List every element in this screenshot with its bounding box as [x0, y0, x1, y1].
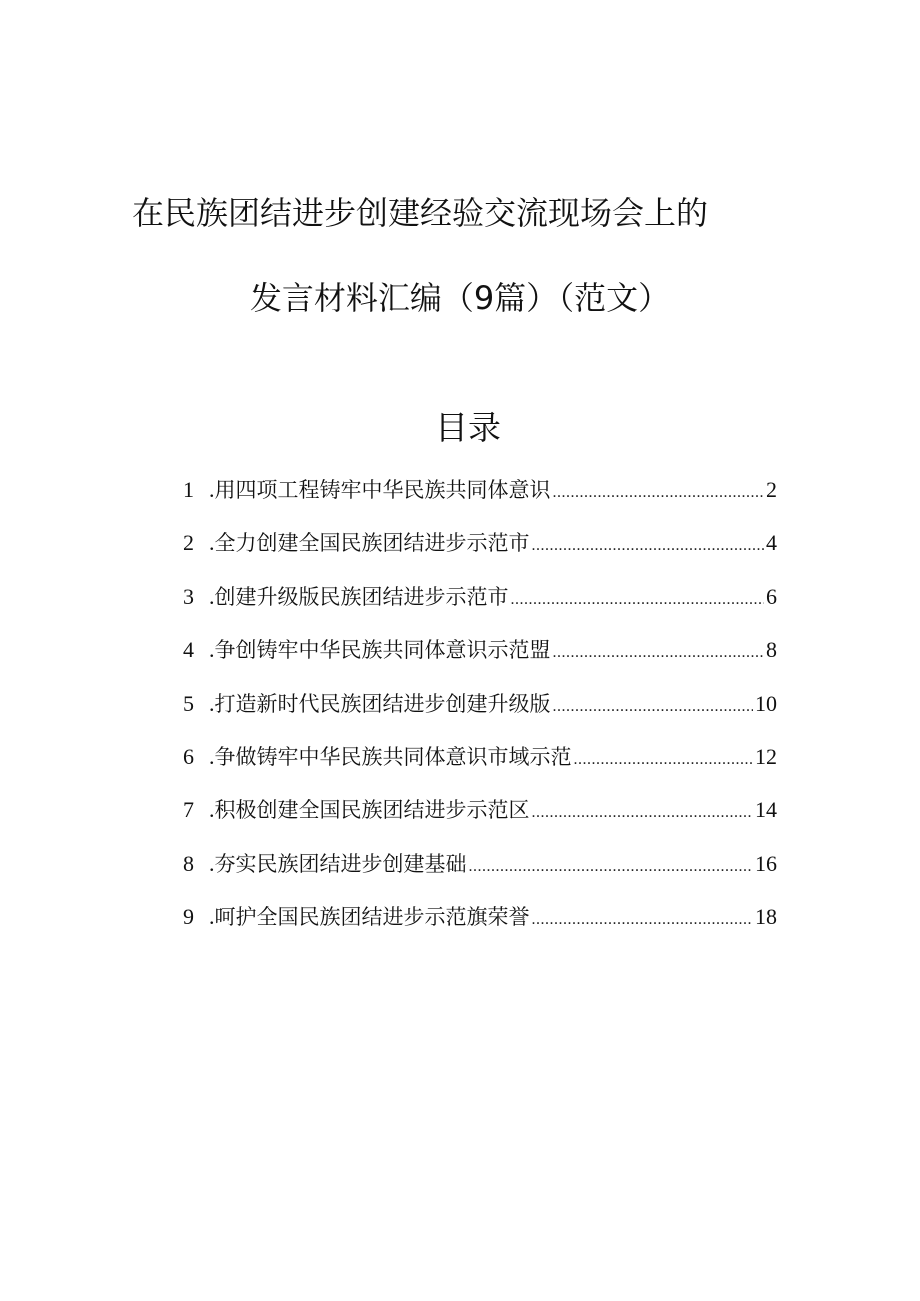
- toc-entry-8[interactable]: [183, 848, 777, 901]
- toc-entry-number: 5: [183, 690, 194, 716]
- toc-entry-title: 夯实民族团结进步创建基础: [214, 851, 467, 876]
- toc-entry-3[interactable]: [183, 581, 777, 634]
- toc-entry-title: 全力创建全国民族团结进步示范市: [214, 531, 530, 556]
- toc-entry-1[interactable]: [183, 474, 777, 527]
- toc-dot-leader: [469, 858, 754, 876]
- toc-dot-leader: [532, 804, 754, 822]
- toc-dot-leader: [553, 698, 754, 716]
- table-of-contents: [183, 474, 777, 955]
- toc-entry-2[interactable]: [183, 527, 777, 580]
- toc-entry-number: 1: [183, 477, 194, 502]
- toc-entry-dot: .: [209, 583, 215, 609]
- toc-entry-dot: .: [209, 637, 215, 663]
- toc-entry-title: 积极创建全国民族团结进步示范区: [214, 798, 530, 823]
- toc-entry-dot: .: [209, 850, 215, 876]
- toc-entry-page: 12: [755, 743, 777, 769]
- toc-entry-title: 呵护全国民族团结进步示范旗荣誉: [214, 905, 530, 930]
- toc-entry-title: 打造新时代民族团结进步创建升级版: [214, 691, 551, 716]
- toc-entry-7[interactable]: [183, 794, 777, 847]
- toc-entry-dot: .: [209, 477, 215, 502]
- toc-dot-leader: [532, 537, 765, 555]
- toc-entry-number: 9: [183, 904, 194, 930]
- toc-entry-number: 6: [183, 743, 194, 769]
- toc-entry-number: 8: [183, 850, 194, 876]
- toc-entry-page: 2: [766, 477, 777, 502]
- toc-entry-title: 用四项工程铸牢中华民族共同体意识: [214, 478, 551, 502]
- toc-entry-page: 4: [766, 530, 777, 556]
- toc-entry-page: 14: [755, 797, 777, 823]
- toc-entry-dot: .: [209, 743, 215, 769]
- toc-entry-title: 创建升级版民族团结进步示范市: [214, 584, 509, 609]
- toc-dot-leader: [574, 751, 754, 769]
- toc-entry-number: 4: [183, 637, 194, 663]
- document-title-line-2: 发言材料汇编（9篇）（范文）: [249, 279, 671, 317]
- toc-entry-number: 2: [183, 530, 194, 556]
- toc-entry-dot: .: [209, 904, 215, 930]
- toc-entry-dot: .: [209, 797, 215, 823]
- toc-entry-5[interactable]: [183, 688, 777, 741]
- toc-entry-page: 8: [766, 637, 777, 663]
- toc-entry-title: 争创铸牢中华民族共同体意识示范盟: [214, 638, 551, 663]
- toc-dot-leader: [532, 911, 754, 929]
- toc-entry-page: 16: [755, 850, 777, 876]
- toc-dot-leader: [553, 484, 765, 502]
- toc-heading: 目录: [435, 408, 501, 447]
- toc-entry-page: 10: [755, 690, 777, 716]
- toc-entry-page: 6: [766, 583, 777, 609]
- toc-entry-dot: .: [209, 690, 215, 716]
- toc-entry-title: 争做铸牢中华民族共同体意识市域示范: [214, 744, 572, 769]
- toc-entry-dot: .: [209, 530, 215, 556]
- toc-dot-leader: [553, 644, 765, 662]
- toc-entry-number: 3: [183, 583, 194, 609]
- toc-dot-leader: [511, 591, 765, 609]
- toc-entry-page: 18: [755, 904, 777, 930]
- toc-entry-6[interactable]: [183, 741, 777, 794]
- toc-entry-4[interactable]: [183, 634, 777, 687]
- document-title-line-1: 在民族团结进步创建经验交流现场会上的: [131, 194, 708, 232]
- toc-entry-number: 7: [183, 797, 194, 823]
- toc-entry-9[interactable]: [183, 901, 777, 954]
